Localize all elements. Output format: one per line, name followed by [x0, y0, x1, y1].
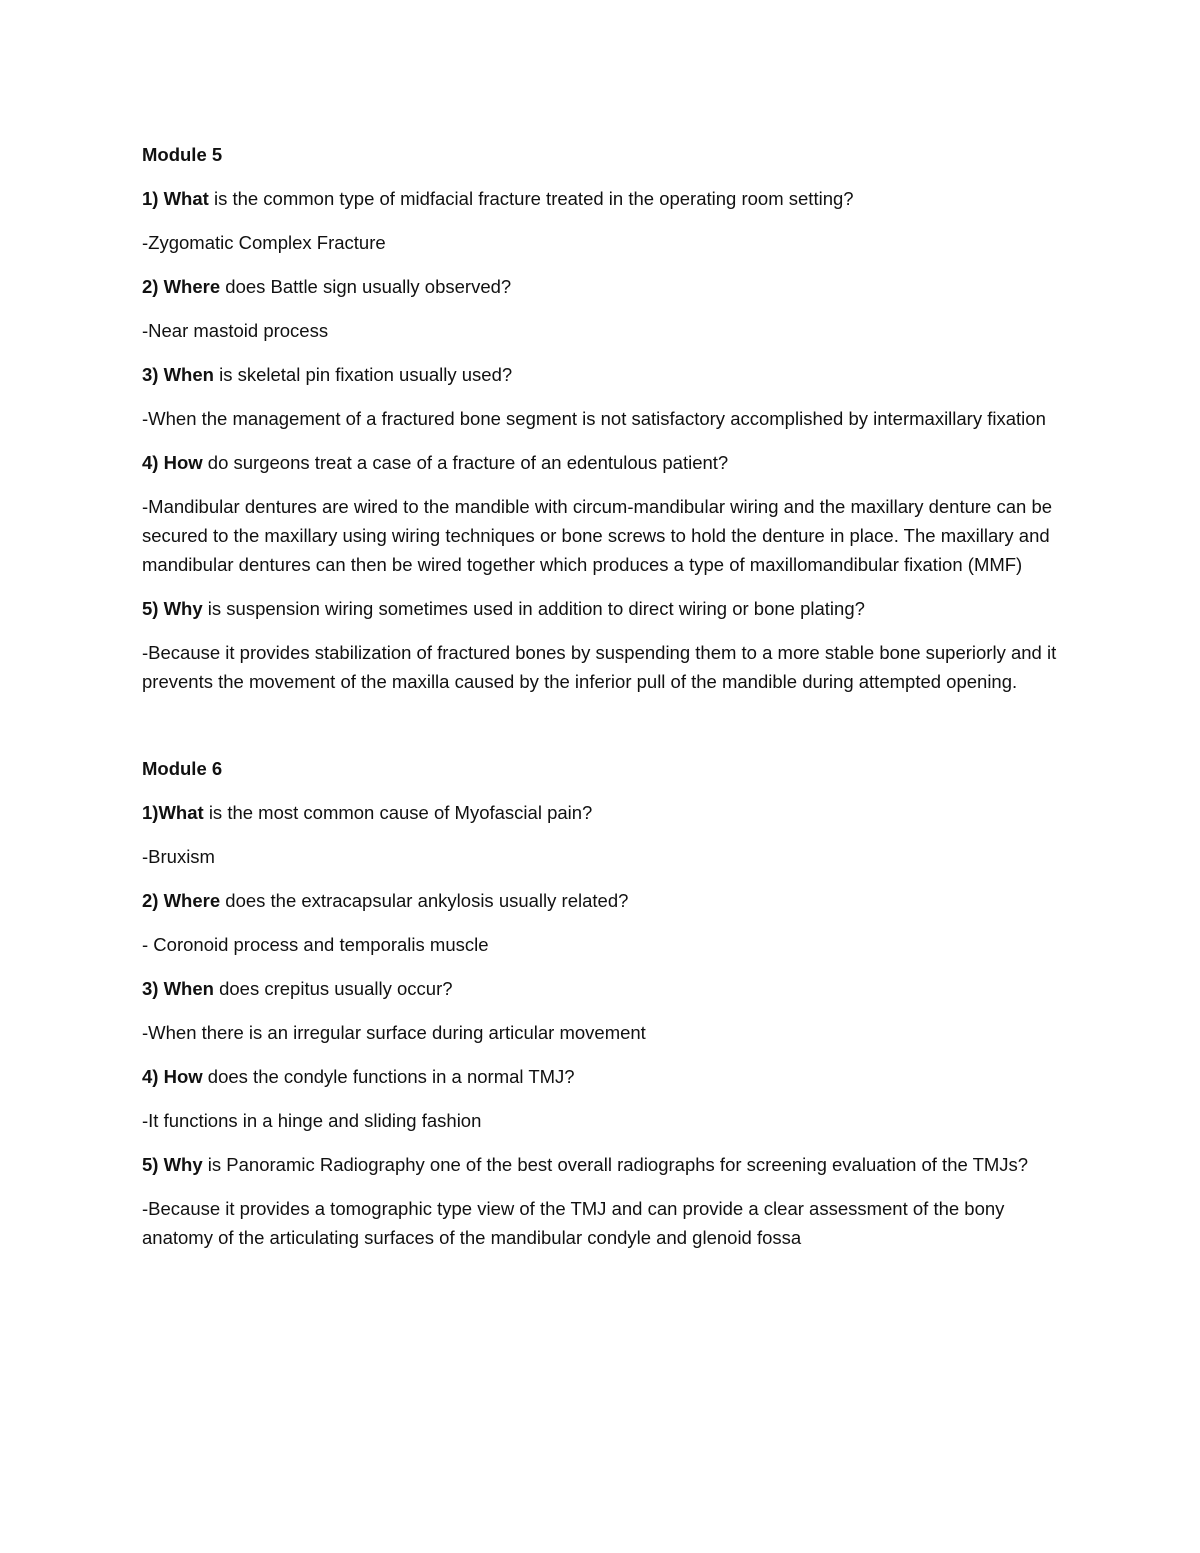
question [142, 360, 1062, 389]
question-text: is the common type of midfacial fracture treated in the operating room setting? [213, 188, 854, 209]
question-keyword: How [163, 1066, 203, 1087]
question-keyword: Where [163, 276, 221, 297]
answer: -Because it provides a tomographic type view of the TMJ and can provide a clear assessment of the bony anatomy of the articulating surfaces of the mandibular condyle and glenoid fossa [142, 1198, 1005, 1248]
question-text: does Battle sign usually observed? [225, 276, 512, 297]
answer: -Near mastoid process [142, 320, 329, 341]
question-keyword: What [163, 188, 209, 209]
question [142, 798, 1062, 827]
module-title: Module 5 [142, 144, 223, 165]
question-keyword: When [163, 364, 214, 385]
answer: - Coronoid process and temporalis muscle [142, 934, 489, 955]
question-number: 3) [142, 364, 159, 385]
question-number: 5) [142, 598, 159, 619]
question-keyword: What [158, 802, 204, 823]
question-number: 2) [142, 276, 159, 297]
question-keyword: Why [163, 598, 203, 619]
question-text: does crepitus usually occur? [219, 978, 453, 999]
question-text: does the extracapsular ankylosis usually related? [225, 890, 629, 911]
question [142, 974, 1062, 1003]
answer: -When the management of a fractured bone segment is not satisfactory accomplished by intermaxillary fixation [142, 408, 1046, 429]
answer: -It functions in a hinge and sliding fashion [142, 1110, 482, 1131]
module-title: Module 6 [142, 758, 223, 779]
question-text: is suspension wiring sometimes used in addition to direct wiring or bone plating? [207, 598, 865, 619]
question-number: 1) [142, 188, 159, 209]
module-5-section [142, 140, 1062, 696]
question-keyword: Where [163, 890, 221, 911]
answer: -When there is an irregular surface during articular movement [142, 1022, 646, 1043]
question [142, 594, 1062, 623]
question-number: 4) [142, 452, 159, 473]
question [142, 272, 1062, 301]
question-keyword: How [163, 452, 203, 473]
question-text: is the most common cause of Myofascial pain? [208, 802, 593, 823]
question [142, 886, 1062, 915]
question-keyword: When [163, 978, 214, 999]
question-text: do surgeons treat a case of a fracture of an edentulous patient? [207, 452, 729, 473]
question [142, 448, 1062, 477]
question [142, 184, 1062, 213]
question-text: does the condyle functions in a normal TMJ? [207, 1066, 575, 1087]
question-number: 1) [142, 802, 159, 823]
document-content [142, 140, 1062, 1267]
answer: -Bruxism [142, 846, 215, 867]
module-6-section [142, 754, 1062, 1252]
answer: -Because it provides stabilization of fractured bones by suspending them to a more stable bone superiorly and it prevents the movement of the maxilla caused by the inferior pull of the mandible during attempted opening. [142, 642, 1057, 692]
question-number: 2) [142, 890, 159, 911]
question [142, 1062, 1062, 1091]
answer: -Mandibular dentures are wired to the mandible with circum-mandibular wiring and the maxillary denture can be secured to the maxillary using wiring techniques or bone screws to hold the denture in place. The maxillary and mandibular dentures can then be wired together which produces a type of maxillomandibular fixation (MMF) [142, 496, 1053, 575]
question-text: is skeletal pin fixation usually used? [219, 364, 513, 385]
question-number: 3) [142, 978, 159, 999]
question-number: 5) [142, 1154, 159, 1175]
answer: -Zygomatic Complex Fracture [142, 232, 386, 253]
question-number: 4) [142, 1066, 159, 1087]
question-keyword: Why [163, 1154, 203, 1175]
question-text: is Panoramic Radiography one of the best overall radiographs for screening evaluation of the TMJs? [207, 1154, 1029, 1175]
question [142, 1150, 1062, 1179]
